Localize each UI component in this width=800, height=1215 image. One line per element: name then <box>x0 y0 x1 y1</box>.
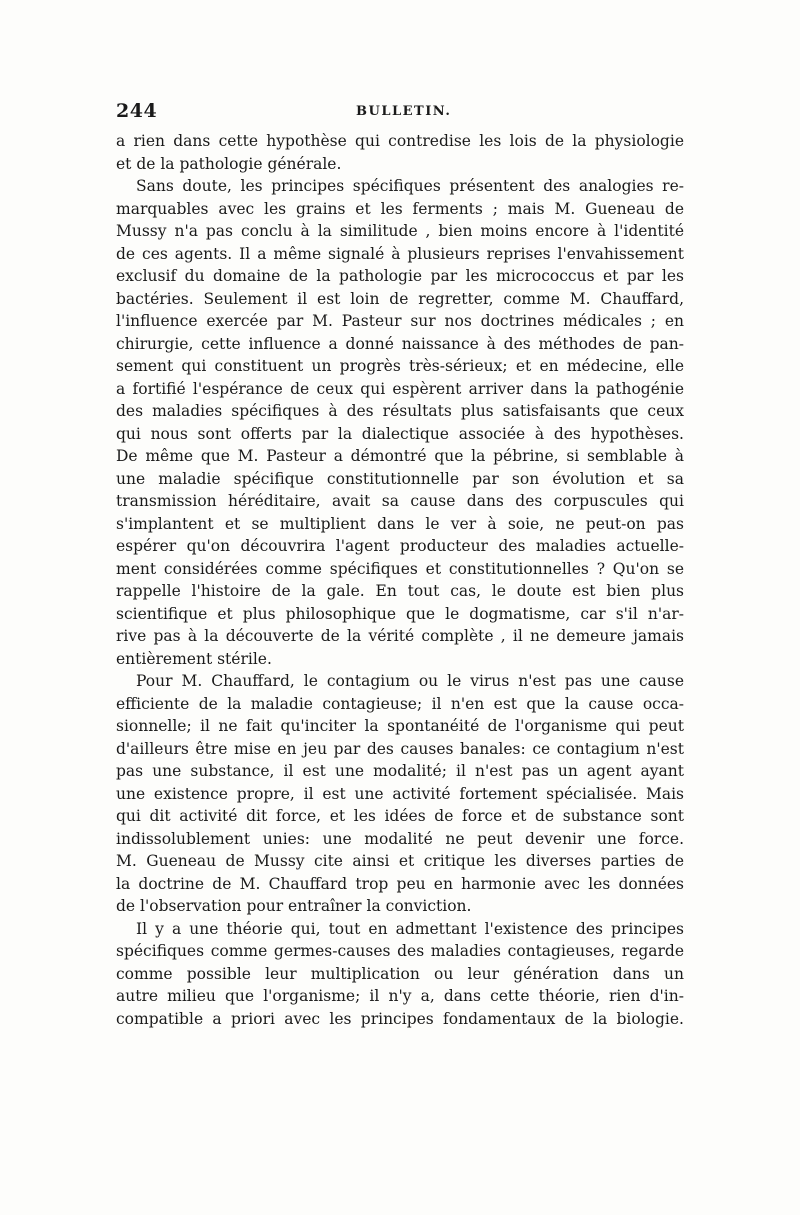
text-line: spécifiques comme germes-causes des maladies contagieuses, regarde <box>116 942 684 960</box>
text-line: comme possible leur multiplication ou leur génération dans un <box>116 964 684 983</box>
text-line: a fortifié l'espérance de ceux qui espèrent arriver dans la pathogénie <box>116 379 684 398</box>
text-line: entièrement stérile. <box>116 649 272 668</box>
text-line: une maladie spécifique constitutionnelle par son évolution et sa <box>116 469 684 488</box>
text-line: Il y a une théorie qui, tout en admettant l'existence des principes <box>136 919 684 938</box>
text-line: pas une substance, il est une modalité; il n'est pas un agent ayant <box>116 762 684 780</box>
text-line: Pour M. Chauffard, le contagium ou le virus n'est pas une cause <box>136 672 684 690</box>
text-line: l'influence exercée par M. Pasteur sur nos doctrines médicales ; en <box>116 312 684 330</box>
text-line: efficiente de la maladie contagieuse; il n'en est que la cause occa- <box>116 694 684 713</box>
text-line: a rien dans cette hypothèse qui contredise les lois de la physiologie <box>116 132 684 150</box>
text-line: sionnelle; il ne fait qu'inciter la spontanéité de l'organisme qui peut <box>116 717 684 735</box>
text-line: espérer qu'on découvrira l'agent producteur des maladies actuelle- <box>116 537 684 555</box>
text-line: transmission héréditaire, avait sa cause dans des corpuscules qui <box>116 492 684 510</box>
text-line: rappelle l'histoire de la gale. En tout cas, le doute est bien plus <box>116 582 684 600</box>
text-line: M. Gueneau de Mussy cite ainsi et critique les diverses parties de <box>116 852 684 870</box>
text-line: qui nous sont offerts par la dialectique associée à des hypothèses. <box>116 424 684 443</box>
text-line: Mussy n'a pas conclu à la similitude , bien moins encore à l'identité <box>116 222 684 240</box>
text-line: de ces agents. Il a même signalé à plusieurs reprises l'envahissement <box>116 244 684 263</box>
text-line: s'implantent et se multiplient dans le ver à soie, ne peut-on pas <box>116 514 684 533</box>
text-line: indissolublement unies: une modalité ne peut devenir une force. <box>116 829 684 848</box>
running-head: BULLETIN. <box>356 104 452 119</box>
text-line: Sans doute, les principes spécifiques présentent des analogies re- <box>136 177 684 195</box>
text-line: marquables avec les grains et les ferments ; mais M. Gueneau de <box>116 199 684 218</box>
text-line: compatible a priori avec les principes fondamentaux de la biologie. <box>116 1009 684 1028</box>
text-line: scientifique et plus philosophique que le dogmatisme, car s'il n'ar- <box>116 604 684 623</box>
text-line: une existence propre, il est une activité fortement spécialisée. Mais <box>116 784 684 803</box>
text-line: ment considérées comme spécifiques et constitutionnelles ? Qu'on se <box>116 559 684 578</box>
text-line: autre milieu que l'organisme; il n'y a, dans cette théorie, rien d'in- <box>116 987 684 1005</box>
text-line: chirurgie, cette influence a donné naissance à des méthodes de pan- <box>116 334 684 353</box>
text-line: de l'observation pour entraîner la conviction. <box>116 897 472 915</box>
text-line: sement qui constituent un progrès très-sérieux; et en médecine, elle <box>116 357 684 375</box>
text-line: qui dit activité dit force, et les idées de force et de substance sont <box>116 807 684 825</box>
page-number: 244 <box>116 100 158 122</box>
page-header <box>116 100 684 124</box>
body-text <box>116 130 684 1030</box>
text-line: et de la pathologie générale. <box>116 154 342 173</box>
text-line: bactéries. Seulement il est loin de regretter, comme M. Chauffard, <box>116 289 684 308</box>
text-line: la doctrine de M. Chauffard trop peu en harmonie avec les données <box>116 874 684 893</box>
text-line: d'ailleurs être mise en jeu par des causes banales: ce contagium n'est <box>116 739 684 758</box>
text-line: De même que M. Pasteur a démontré que la pébrine, si semblable à <box>116 447 684 465</box>
text-line: des maladies spécifiques à des résultats plus satisfaisants que ceux <box>116 402 684 420</box>
text-line: rive pas à la découverte de la vérité complète , il ne demeure jamais <box>116 627 684 645</box>
text-line: exclusif du domaine de la pathologie par les micrococcus et par les <box>116 267 684 285</box>
